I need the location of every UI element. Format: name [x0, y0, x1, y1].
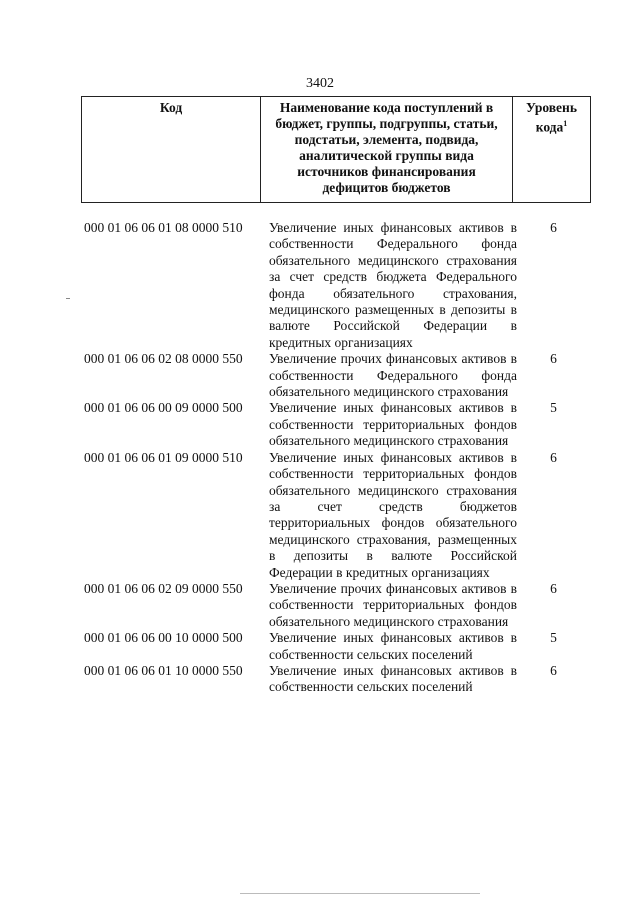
header-name: Наименование кода поступлений в бюджет, группы, подгруппы, статьи, подстатьи, элемента, подвида, аналитической группы вида источников финансирования дефицитов бюджетов [261, 97, 513, 202]
row-level: 6 [550, 449, 557, 465]
row-level: 6 [550, 220, 557, 235]
row-name: Увеличение иных финансовых активов в собственности территориальных фондов обязательного медицинского страхования [269, 400, 517, 449]
bottom-rule [240, 893, 480, 894]
row-name: Увеличение иных финансовых активов в собственности территориальных фондов обязательного медицинского страхования за счет средств бюджетов территориальных фондов обязательного медицинского страхования, размещенных в депозиты в валюте Российской Федерации в кредитных организациях [269, 449, 517, 580]
table-row [84, 351, 584, 400]
header-level-label: Уровень кода [526, 100, 577, 135]
row-level: 6 [550, 580, 557, 596]
table-body [84, 220, 584, 696]
row-code: 000 01 06 06 01 08 0000 510 [84, 220, 243, 235]
row-level: 5 [550, 630, 557, 646]
table-row [84, 663, 584, 696]
row-name: Увеличение иных финансовых активов в собственности Федерального фонда обязательного медицинского страхования за счет средств бюджета Федерального фонда обязательного страхования, медицинского размещенных в депозиты в валюте Российской Федерации в кредитных организациях [269, 220, 517, 350]
row-code: 000 01 06 06 01 10 0000 550 [84, 662, 243, 678]
row-code: 000 01 06 06 00 10 0000 500 [84, 630, 243, 646]
row-name: Увеличение прочих финансовых активов в собственности Федерального фонда обязательного медицинского страхования [269, 351, 517, 400]
margin-mark [66, 298, 70, 299]
row-level: 6 [550, 351, 557, 367]
row-name: Увеличение прочих финансовых активов в собственности территориальных фондов обязательного медицинского страхования [269, 580, 517, 629]
row-code: 000 01 06 06 01 09 0000 510 [84, 449, 243, 465]
row-code: 000 01 06 06 02 08 0000 550 [84, 351, 243, 367]
page-number: 3402 [306, 76, 334, 91]
footnote-marker: 1 [563, 119, 568, 128]
row-level: 6 [550, 662, 557, 678]
row-code: 000 01 06 06 02 09 0000 550 [84, 580, 243, 596]
header-level [513, 97, 590, 202]
header-code: Код [82, 97, 261, 202]
row-level: 5 [550, 400, 557, 416]
table-header [81, 96, 591, 203]
row-name: Увеличение иных финансовых активов в собственности сельских поселений [269, 630, 517, 662]
table-row [84, 400, 584, 449]
row-code: 000 01 06 06 00 09 0000 500 [84, 400, 243, 416]
row-name: Увеличение иных финансовых активов в собственности сельских поселений [269, 662, 517, 695]
table-row [84, 630, 584, 663]
table-row [84, 581, 584, 630]
table-row [84, 450, 584, 581]
table-row [84, 220, 584, 351]
